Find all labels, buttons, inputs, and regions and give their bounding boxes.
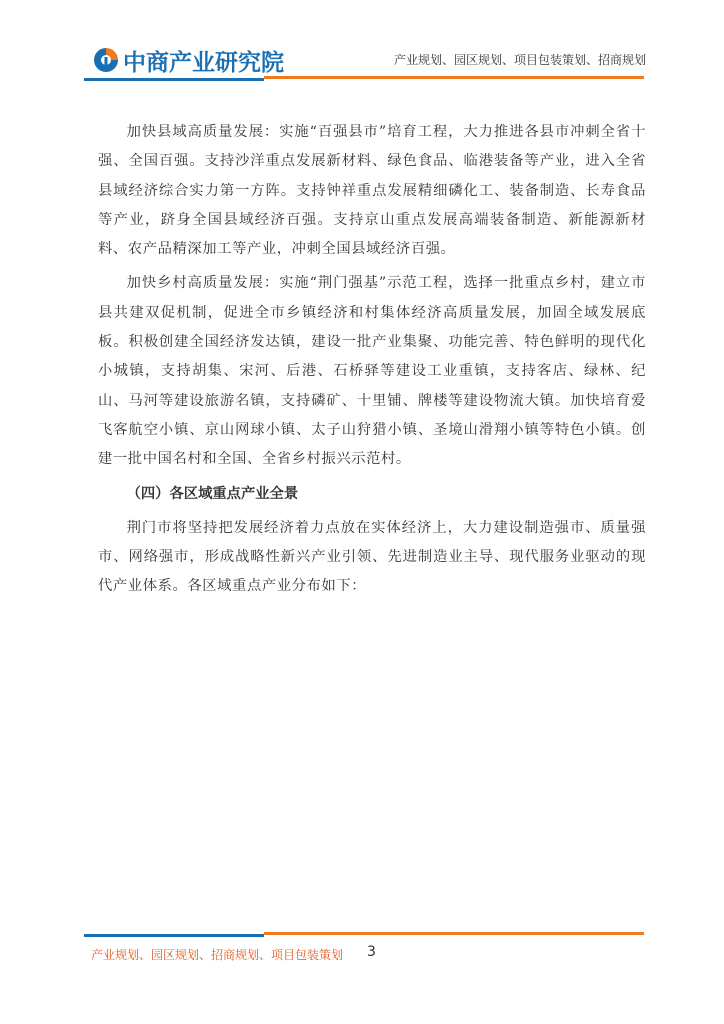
logo-text: 中商产业研究院 [123,49,284,76]
paragraph-regional-industries: 荆门市将坚持把发展经济着力点放在实体经济上，大力建设制造强市、质量强市、网络强市，形成战略性新兴产业引领、先进制造业主导、现代服务业驱动的现代产业体系。各区域重点产业分布如下： [98,519,646,595]
paragraph-rural-development: 加快乡村高质量发展：实施“荆门强基”示范工程，选择一批重点乡村，建立市县共建双促机制，促进全市乡镇经济和村集体经济高质量发展，加固全域发展底板。积极创建全国经济发达镇，建设一批产业集聚、功能完善、特色鲜明的现代化小城镇，支持胡集、宋河、后港、石桥驿等建设工业重镇，支持客店、绿林、纪山、马河等建设旅游名镇，支持磷矿、十里铺、牌楼等建设物流大镇。加快培育爱飞客航空小镇、京山网球小镇、太子山狩猎小镇、圣境山滑翔小镇等特色小镇。创建一批中国名村和全国、全省乡村振兴示范村。 [98,275,646,468]
company-logo [91,42,284,78]
logo-mark-icon [91,45,121,75]
header-divider-blue [84,78,264,81]
header-tagline: 产业规划、园区规划、项目包装策划、招商规划 [393,53,646,67]
paragraph-county-development: 加快县域高质量发展：实施“百强县市”培育工程，大力推进各县市冲刺全省十强、全国百强。支持沙洋重点发展新材料、绿色食品、临港装备等产业，进入全省县域经济综合实力第一方阵。支持钟祥重点发展精细磷化工、装备制造、长寿食品等产业，跻身全国县域经济百强。支持京山重点发展高端装备制造、新能源新材料、农产品精深加工等产业，冲刺全国县域经济百强。 [98,124,646,258]
section-heading: （四）各区域重点产业全景 [126,485,299,502]
footer-divider-orange [264,932,644,935]
document-body [98,118,646,602]
header-divider-orange [264,76,644,79]
footer-divider-blue [84,934,264,937]
footer-tagline: 产业规划、园区规划、招商规划、项目包装策划 [91,948,344,962]
page-number: 3 [367,944,376,960]
